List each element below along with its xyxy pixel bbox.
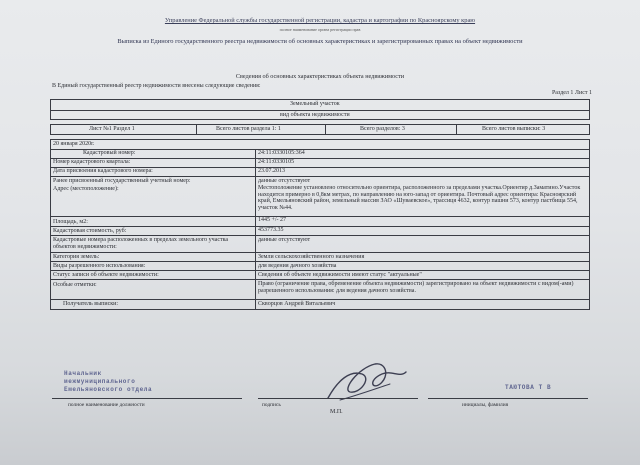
value-address: Местоположение установлено относительно ориентира, расположенного за пределами участка.Ориентир д.Заматино.Участок находится примерно в 0,8км метрах, по направлению на юго-запад от ориентира. Почтовый адрес ориентира: Красноярский край, Емельяновский район, земельный массив ЗАО «Шуваевское», трассиця 4632, контур пашни 573, контур пастбища 554, участок №44. (258, 185, 581, 211)
value-cadastral-cost: 453773.35 (258, 227, 284, 233)
value-recipient: Скворцов Андрей Витальевич (258, 301, 336, 307)
label-cadastral-quarter: Номер кадастрового квартала: (53, 159, 131, 165)
stamp-name: ТАЮТОВА Т В (505, 384, 552, 391)
stamp-line-1: Начальник (64, 370, 102, 377)
registry-note: В Единый государственный реестр недвижимости внесены следующие сведения: (52, 83, 261, 89)
label-recipient: Получатель выписки: (63, 301, 119, 307)
value-area: 1445 +/- 27 (258, 217, 287, 223)
value-cadastral-number: 24:11:0330105:364 (258, 150, 305, 156)
caption-position: полное наименование должности (68, 402, 145, 408)
label-special-marks: Особые отметки: (53, 282, 97, 288)
handwritten-signature (320, 350, 410, 410)
extract-date: 20 января 2020г. (53, 141, 95, 147)
value-cadastral-quarter: 24:11:0330105 (258, 159, 295, 165)
total-sections: Всего разделов: 3 (360, 126, 405, 132)
label-contained-objects: Кадастровые номера расположенных в пределах земельного участка объектов недвижимости: (53, 237, 229, 250)
label-land-category: Категория земель: (53, 254, 100, 260)
value-previous-number: данные отсутствуют (258, 178, 311, 184)
agency-title: Управление Федеральной службы государственной регистрации, кадастра и картографии по Красноярскому краю (164, 17, 476, 24)
value-land-category: Земли сельскохозяйственного назначения (258, 254, 365, 260)
stamp-position (64, 370, 152, 394)
stamp-line-3: Емельяновского отдела (64, 386, 153, 393)
agency-caption: полное наименование органа регистрации прав (279, 27, 361, 32)
object-type: Земельный участок (290, 101, 340, 107)
section-pages: Раздел 1 Лист 1 (551, 90, 592, 96)
label-assignment-date: Дата присвоения кадастрового номера: (53, 168, 153, 174)
value-contained-objects: данные отсутствуют (258, 237, 311, 243)
label-cadastral-cost: Кадастровая стоимость, руб: (53, 228, 127, 234)
value-assignment-date: 23.07.2013 (258, 168, 285, 174)
label-area: Площадь, м2: (53, 219, 88, 225)
section-title: Сведения об основных характеристиках объекта недвижимости (235, 73, 405, 80)
label-previous-number: Ранее присвоенный государственный учетный номер: (53, 178, 191, 184)
document-title: Выписка из Единого государственного реестра недвижимости об основных характеристиках и зарегистрированных правах на объект недвижимости (117, 38, 523, 45)
sheet-number: Лист №1 Раздел 1 (89, 126, 135, 132)
value-record-status: Сведения об объекте недвижимости имеют статус "актуальные" (258, 272, 422, 278)
caption-name: инициалы, фамилия (462, 402, 509, 408)
caption-signature: подпись (262, 402, 281, 408)
stamp-place-mp: М.П. (330, 409, 343, 415)
label-cadastral-number: Кадастровый номер: (83, 150, 136, 156)
label-record-status: Статус записи об объекте недвижимости: (53, 272, 159, 278)
value-permitted-use: для ведения дачного хозяйства (258, 263, 337, 269)
total-sheets-section: Всего листов раздела 1: 1 (216, 126, 281, 132)
value-special-marks: Право (ограничение права, обременение объекта недвижимости) зарегистрировано на объект недвижимости с видом(-ами) разрешенного использования: для ведения дачного хозяйства. (258, 281, 574, 294)
stamp-line-2: межмуниципального (64, 378, 136, 385)
total-sheets-extract: Всего листов выписки: 3 (482, 126, 546, 132)
label-address: Адрес (местоположение): (53, 186, 119, 192)
object-type-caption: вид объекта недвижимости (280, 112, 350, 118)
label-permitted-use: Виды разрешенного использования: (53, 263, 146, 269)
